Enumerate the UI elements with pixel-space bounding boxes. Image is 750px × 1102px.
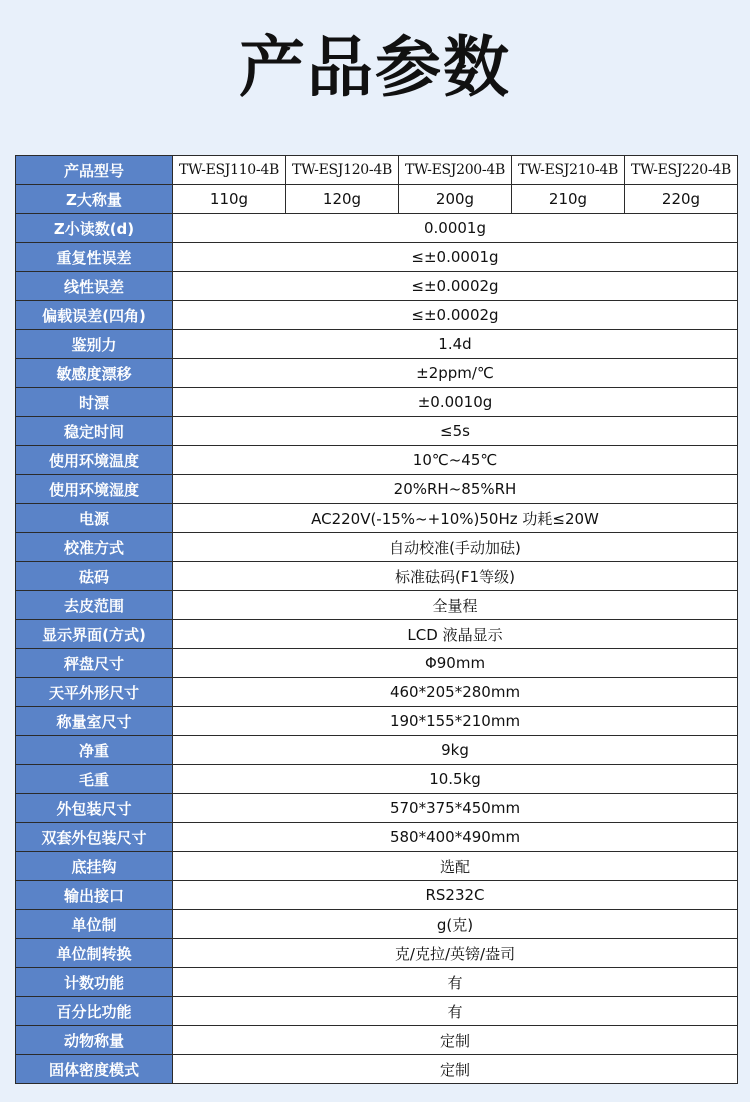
spec-row <box>16 330 738 359</box>
model-cell: TW-ESJ220-4B <box>625 156 738 185</box>
row-value: 定制 <box>173 1055 738 1084</box>
capacity-cell: 210g <box>512 185 625 214</box>
spec-row <box>16 852 738 881</box>
row-label: 鉴别力 <box>16 330 173 359</box>
spec-row <box>16 678 738 707</box>
row-label: 秤盘尺寸 <box>16 649 173 678</box>
row-value: 有 <box>173 997 738 1026</box>
capacity-cell: 200g <box>399 185 512 214</box>
row-value: 1.4d <box>173 330 738 359</box>
row-label: 去皮范围 <box>16 591 173 620</box>
row-label: 称量室尺寸 <box>16 707 173 736</box>
row-label: 时漂 <box>16 388 173 417</box>
row-value: 克/克拉/英镑/盎司 <box>173 939 738 968</box>
row-value: 选配 <box>173 852 738 881</box>
row-value: ≤±0.0002g <box>173 301 738 330</box>
row-value: 570*375*450mm <box>173 794 738 823</box>
spec-row <box>16 301 738 330</box>
row-label: 产品型号 <box>16 156 173 185</box>
row-label: 双套外包装尺寸 <box>16 823 173 852</box>
model-cell: TW-ESJ120-4B <box>286 156 399 185</box>
spec-row <box>16 765 738 794</box>
row-value: RS232C <box>173 881 738 910</box>
row-label: Z大称量 <box>16 185 173 214</box>
row-label: 天平外形尺寸 <box>16 678 173 707</box>
model-cell: TW-ESJ200-4B <box>399 156 512 185</box>
spec-row <box>16 533 738 562</box>
row-label: 净重 <box>16 736 173 765</box>
row-label: 固体密度模式 <box>16 1055 173 1084</box>
capacity-cell: 120g <box>286 185 399 214</box>
row-value: ±0.0010g <box>173 388 738 417</box>
row-label: 线性误差 <box>16 272 173 301</box>
row-value: Φ90mm <box>173 649 738 678</box>
row-label: 重复性误差 <box>16 243 173 272</box>
row-value: AC220V(-15%~+10%)50Hz 功耗≤20W <box>173 504 738 533</box>
row-label: 单位制 <box>16 910 173 939</box>
spec-row <box>16 417 738 446</box>
spec-row <box>16 823 738 852</box>
row-label: 外包装尺寸 <box>16 794 173 823</box>
page-title: 产品参数 <box>239 29 511 106</box>
row-label: 敏感度漂移 <box>16 359 173 388</box>
row-value: 标准砝码(F1等级) <box>173 562 738 591</box>
spec-row <box>16 997 738 1026</box>
spec-row <box>16 214 738 243</box>
row-label: 输出接口 <box>16 881 173 910</box>
row-value: ≤±0.0002g <box>173 272 738 301</box>
spec-row <box>16 243 738 272</box>
row-value: 10℃~45℃ <box>173 446 738 475</box>
row-value: 有 <box>173 968 738 997</box>
row-value: 20%RH~85%RH <box>173 475 738 504</box>
row-label: 毛重 <box>16 765 173 794</box>
capacity-cell: 110g <box>173 185 286 214</box>
row-value: ±2ppm/℃ <box>173 359 738 388</box>
model-cell: TW-ESJ210-4B <box>512 156 625 185</box>
spec-row <box>16 272 738 301</box>
model-cell: TW-ESJ110-4B <box>173 156 286 185</box>
row-value: 定制 <box>173 1026 738 1055</box>
spec-row <box>16 620 738 649</box>
row-label: 计数功能 <box>16 968 173 997</box>
spec-row <box>16 388 738 417</box>
row-label: 砝码 <box>16 562 173 591</box>
row-value: 9kg <box>173 736 738 765</box>
spec-row <box>16 968 738 997</box>
spec-row <box>16 504 738 533</box>
row-value: ≤5s <box>173 417 738 446</box>
model-row <box>16 156 738 185</box>
row-label: 动物称量 <box>16 1026 173 1055</box>
row-label: 显示界面(方式) <box>16 620 173 649</box>
row-label: 底挂钩 <box>16 852 173 881</box>
row-label: 电源 <box>16 504 173 533</box>
spec-row <box>16 359 738 388</box>
capacity-row <box>16 185 738 214</box>
spec-row <box>16 910 738 939</box>
spec-row <box>16 736 738 765</box>
spec-row <box>16 794 738 823</box>
row-label: 偏载误差(四角) <box>16 301 173 330</box>
row-value: 自动校准(手动加砝) <box>173 533 738 562</box>
row-value: 0.0001g <box>173 214 738 243</box>
row-value: 460*205*280mm <box>173 678 738 707</box>
row-value: ≤±0.0001g <box>173 243 738 272</box>
spec-row <box>16 591 738 620</box>
row-value: 580*400*490mm <box>173 823 738 852</box>
row-value: 10.5kg <box>173 765 738 794</box>
spec-row <box>16 707 738 736</box>
spec-row <box>16 939 738 968</box>
row-label: 使用环境湿度 <box>16 475 173 504</box>
capacity-cell: 220g <box>625 185 738 214</box>
row-label: 校准方式 <box>16 533 173 562</box>
row-value: 190*155*210mm <box>173 707 738 736</box>
row-label: Z小读数(d) <box>16 214 173 243</box>
row-value: g(克) <box>173 910 738 939</box>
row-value: 全量程 <box>173 591 738 620</box>
spec-row <box>16 475 738 504</box>
row-label: 稳定时间 <box>16 417 173 446</box>
row-label: 使用环境温度 <box>16 446 173 475</box>
spec-row <box>16 1055 738 1084</box>
row-value: LCD 液晶显示 <box>173 620 738 649</box>
spec-row <box>16 881 738 910</box>
row-label: 百分比功能 <box>16 997 173 1026</box>
spec-row <box>16 1026 738 1055</box>
spec-row <box>16 562 738 591</box>
spec-row <box>16 446 738 475</box>
spec-table <box>15 155 738 1084</box>
row-label: 单位制转换 <box>16 939 173 968</box>
spec-row <box>16 649 738 678</box>
